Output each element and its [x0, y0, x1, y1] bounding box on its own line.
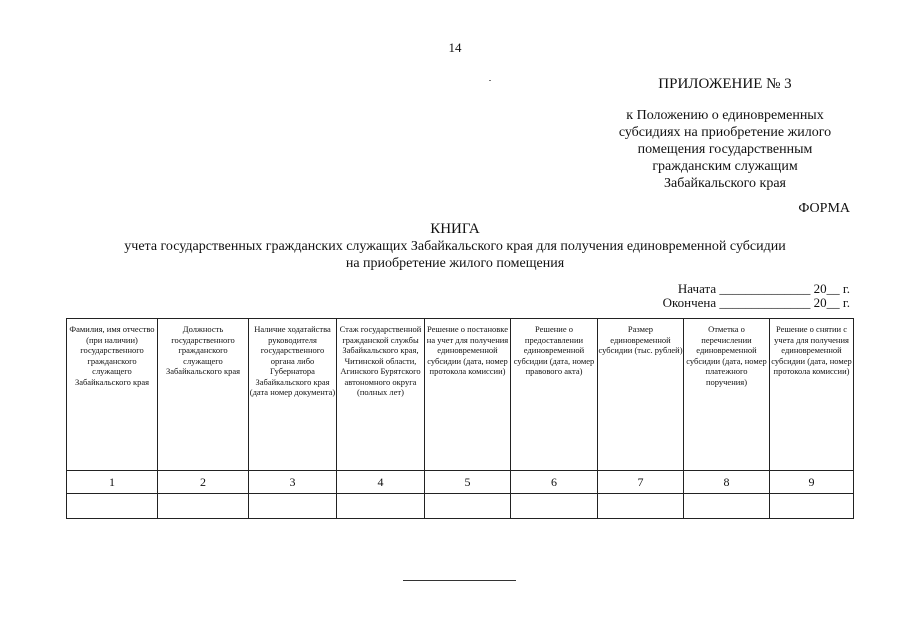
book-subtitle-line: учета государственных гражданских служащих Забайкальского края для получения единовременной субсидии [124, 239, 786, 254]
appendix-subtitle-line: к Положению о единовременных [626, 108, 824, 123]
appendix-subtitle-line: Забайкальского края [663, 176, 786, 191]
empty-cell [770, 494, 854, 519]
empty-cell [67, 494, 158, 519]
empty-cell [598, 494, 684, 519]
column-number: 8 [684, 471, 770, 494]
column-header-deregistration-decision: Решение о снятии с учета для получения единовременной субсидии (дата, номер протокола комиссии) [770, 319, 854, 471]
registry-table [66, 318, 854, 519]
column-number: 5 [425, 471, 511, 494]
column-number: 2 [158, 471, 249, 494]
column-header-position: Должность государственного гражданского служащего Забайкальского края [158, 319, 249, 471]
appendix-title: ПРИЛОЖЕНИЕ № 3 [658, 76, 792, 92]
column-number: 9 [770, 471, 854, 494]
book-title: КНИГА [430, 221, 480, 237]
column-header-registration-decision: Решение о постановке на учет для получения единовременной субсидии (дата, номер протокола комиссии) [425, 319, 511, 471]
book-subtitle [60, 238, 850, 272]
appendix-subtitle [600, 107, 850, 192]
empty-cell [425, 494, 511, 519]
column-header-subsidy-amount: Размер единовременной субсидии (тыс. рублей) [598, 319, 684, 471]
empty-cell [158, 494, 249, 519]
empty-cell [249, 494, 337, 519]
empty-cell [337, 494, 425, 519]
column-header-petition: Наличие ходатайства руководителя государственного органа либо Губернатора Забайкальского края (дата номер документа) [249, 319, 337, 471]
table-header-row [67, 319, 854, 471]
column-number: 3 [249, 471, 337, 494]
book-subtitle-line: на приобретение жилого помещения [345, 256, 565, 271]
column-header-transfer-mark: Отметка о перечислении единовременной субсидии (дата, номер платежного поручения) [684, 319, 770, 471]
page-number: 14 [448, 40, 462, 55]
column-header-full-name: Фамилия, имя отчество (при наличии) государственного гражданского служащего Забайкальского края [67, 319, 158, 471]
empty-cell [684, 494, 770, 519]
scan-dot [489, 80, 491, 81]
empty-table-row [67, 494, 854, 519]
start-date-line: Начата ______________ 20__ г. [677, 281, 850, 296]
column-number-row [67, 471, 854, 494]
column-number: 6 [511, 471, 598, 494]
form-label: ФОРМА [798, 201, 850, 216]
column-header-service-length: Стаж государственной гражданской службы Забайкальского края, Читинской области, Агинского Бурятского автономного округа (полных лет) [337, 319, 425, 471]
column-number: 7 [598, 471, 684, 494]
appendix-subtitle-line: гражданским служащим [652, 159, 798, 174]
end-date-line: Окончена ______________ 20__ г. [662, 295, 850, 310]
empty-cell [511, 494, 598, 519]
column-header-grant-decision: Решение о предоставлении единовременной субсидии (дата, номер правового акта) [511, 319, 598, 471]
appendix-subtitle-line: субсидиях на приобретение жилого [618, 125, 832, 140]
column-number: 4 [337, 471, 425, 494]
footnote-divider [403, 580, 516, 581]
appendix-subtitle-line: помещения государственным [637, 142, 813, 157]
column-number: 1 [67, 471, 158, 494]
